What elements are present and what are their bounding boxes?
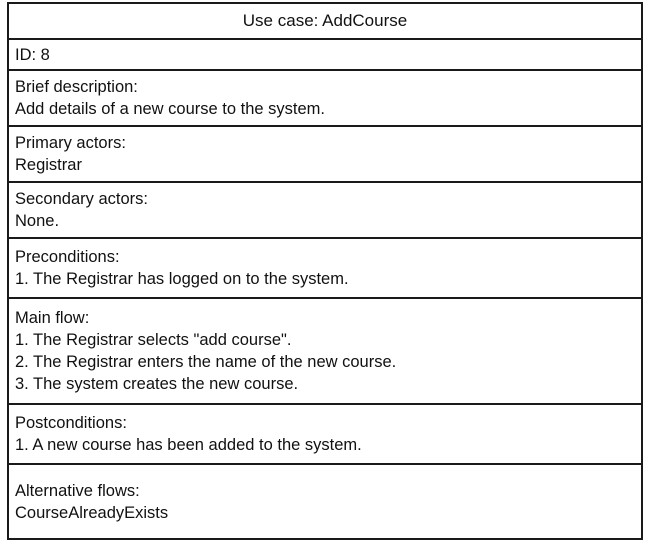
- postcondition-item: 1. A new course has been added to the system.: [15, 436, 362, 454]
- preconditions-section: [9, 239, 641, 299]
- main-flow-section: [9, 299, 641, 405]
- brief-description-text: Add details of a new course to the system.: [15, 100, 325, 118]
- alternative-flows-section: [9, 465, 641, 538]
- secondary-actors-text: None.: [15, 212, 60, 230]
- use-case-id-row: [9, 40, 641, 71]
- main-flow-heading: Main flow:: [15, 309, 90, 327]
- main-flow-step: 3. The system creates the new course.: [15, 375, 299, 393]
- precondition-item: 1. The Registrar has logged on to the system.: [15, 270, 349, 288]
- use-case-title: Use case: AddCourse: [242, 11, 408, 30]
- postconditions-section: [9, 405, 641, 465]
- primary-actors-section: [9, 127, 641, 183]
- brief-description-section: [9, 71, 641, 127]
- main-flow-step: 2. The Registrar enters the name of the new course.: [15, 353, 397, 371]
- primary-actors-text: Registrar: [15, 156, 82, 174]
- main-flow-step: 1. The Registrar selects "add course".: [15, 331, 292, 349]
- postconditions-heading: Postconditions:: [15, 414, 127, 432]
- preconditions-heading: Preconditions:: [15, 248, 120, 266]
- brief-description-heading: Brief description:: [15, 78, 138, 96]
- alternative-flow-item: CourseAlreadyExists: [15, 503, 169, 522]
- use-case-title-row: [9, 4, 641, 40]
- secondary-actors-heading: Secondary actors:: [15, 190, 148, 208]
- use-case-specification: [7, 2, 643, 540]
- use-case-id: ID: 8: [15, 45, 50, 64]
- primary-actors-heading: Primary actors:: [15, 134, 126, 152]
- alternative-flows-heading: Alternative flows:: [15, 481, 140, 500]
- secondary-actors-section: [9, 183, 641, 239]
